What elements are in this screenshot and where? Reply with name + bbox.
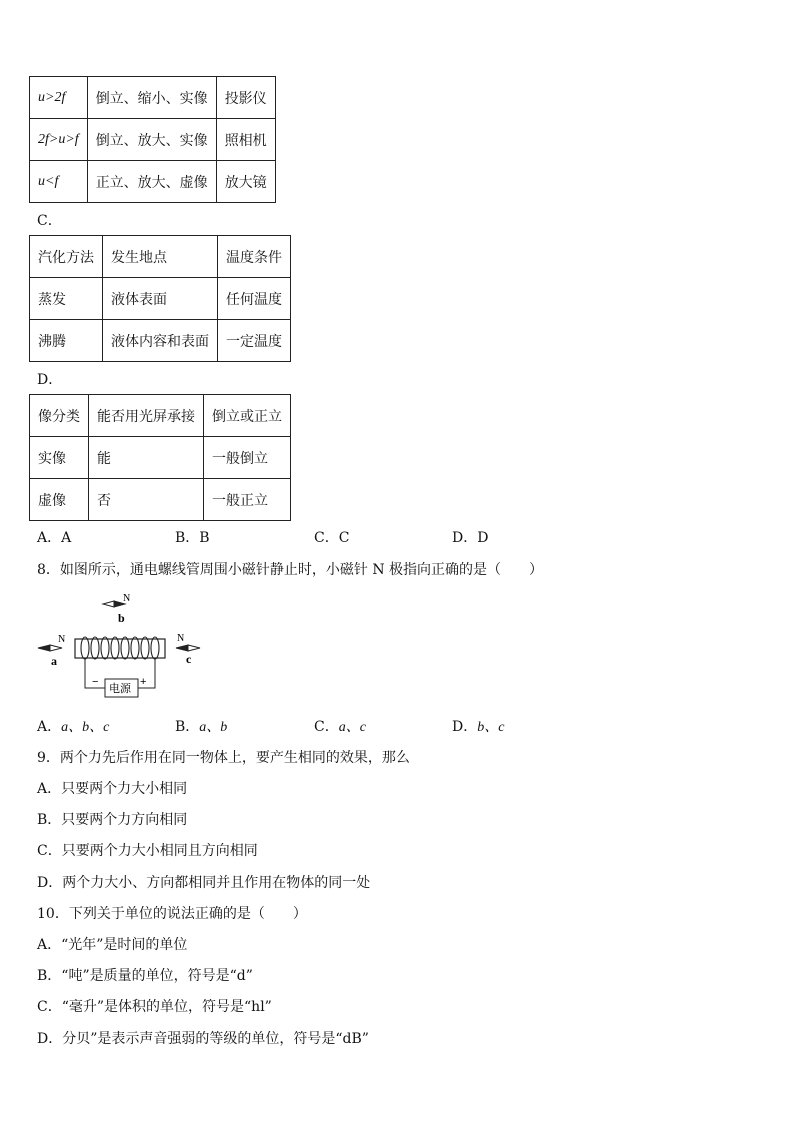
table-row xyxy=(30,161,276,203)
table-cell: 实像 xyxy=(30,437,89,479)
option-prefix: A． xyxy=(37,719,62,735)
label-c: c xyxy=(186,652,192,666)
q9-stem: 9．两个力先后作用在同一物体上，要产生相同的效果，那么 xyxy=(37,750,410,766)
q8-stem: 8．如图所示，通电螺线管周围小磁针静止时，小磁针 N 极指向正确的是（ ） xyxy=(37,562,544,578)
q8-option-b xyxy=(175,716,227,736)
table-cell: 沸腾 xyxy=(30,320,103,362)
table-row xyxy=(30,479,291,521)
q10-option-b: B．“吨”是质量的单位，符号是“d” xyxy=(37,968,253,984)
table-cell: 倒立、放大、实像 xyxy=(87,119,216,161)
table-cell: 液体内容和表面 xyxy=(103,320,218,362)
table-cell: 倒立或正立 xyxy=(204,395,291,437)
option-prefix: B． xyxy=(175,719,200,735)
table-cell: 一般正立 xyxy=(204,479,291,521)
label-n-b: N xyxy=(123,593,131,604)
label-n-a: N xyxy=(58,634,66,645)
plus-terminal: + xyxy=(140,676,147,688)
table-cell: 蒸发 xyxy=(30,278,103,320)
option-text: a、c xyxy=(338,720,366,735)
q9-option-c: C．只要两个力大小相同且方向相同 xyxy=(37,843,258,859)
option-d-label: D． xyxy=(37,372,63,388)
table-cell: 一般倒立 xyxy=(204,437,291,479)
table-cell: 任何温度 xyxy=(218,278,291,320)
q8-option-d xyxy=(452,716,504,736)
table-row xyxy=(30,320,291,362)
table-row xyxy=(30,77,276,119)
option-text: b、c xyxy=(477,720,505,735)
q10-option-d: D．分贝”是表示声音强弱的等级的单位，符号是“dB” xyxy=(37,1031,369,1047)
compass-needle-a xyxy=(38,645,62,651)
label-a: a xyxy=(51,654,57,668)
table-cell: 照相机 xyxy=(216,119,275,161)
table-cell: 正立、放大、虚像 xyxy=(87,161,216,203)
table-vaporization xyxy=(29,235,291,362)
table-cell: 放大镜 xyxy=(216,161,275,203)
q9-option-d: D．两个力大小、方向都相同并且作用在物体的同一处 xyxy=(37,875,371,891)
table-row xyxy=(30,395,291,437)
table-row xyxy=(30,236,291,278)
label-b: b xyxy=(118,611,125,625)
q10-option-c: C．“毫升”是体积的单位，符号是“hl” xyxy=(37,999,272,1015)
table-cell: 一定温度 xyxy=(218,320,291,362)
table-cell: 像分类 xyxy=(30,395,89,437)
table-cell: 虚像 xyxy=(30,479,89,521)
label-n-c: N xyxy=(177,633,185,644)
table-cell: 能 xyxy=(89,437,204,479)
table-row xyxy=(30,119,276,161)
compass-needle-c xyxy=(176,645,200,651)
table-cell: 发生地点 xyxy=(103,236,218,278)
power-source-label: 电源 xyxy=(109,682,131,695)
q7-option-c: C．C xyxy=(314,530,350,546)
table-cell: 否 xyxy=(89,479,204,521)
table-cell: 投影仪 xyxy=(216,77,275,119)
q7-option-d: D．D xyxy=(452,530,489,546)
solenoid-figure xyxy=(30,588,220,700)
table-cell: 汽化方法 xyxy=(30,236,103,278)
option-prefix: D． xyxy=(452,719,478,735)
q8-option-a xyxy=(37,716,109,736)
table-cell: u>2f xyxy=(30,77,88,119)
option-text: a、b xyxy=(199,720,228,735)
table-cell: 能否用光屏承接 xyxy=(89,395,204,437)
q9-option-b: B．只要两个力方向相同 xyxy=(37,812,188,828)
table-image-types xyxy=(29,394,291,521)
table-lens-imaging xyxy=(29,76,276,203)
option-text: a、b、c xyxy=(61,720,110,735)
table-cell: 温度条件 xyxy=(218,236,291,278)
q7-option-a: A．A xyxy=(37,530,72,546)
table-row xyxy=(30,437,291,479)
q9-option-a: A．只要两个力大小相同 xyxy=(37,781,188,797)
table-row xyxy=(30,278,291,320)
table-cell: u<f xyxy=(30,161,88,203)
option-prefix: C． xyxy=(314,719,339,735)
q10-stem: 10．下列关于单位的说法正确的是（ ） xyxy=(37,906,307,922)
compass-needle-b xyxy=(103,601,125,607)
table-cell: 2f>u>f xyxy=(30,119,88,161)
q10-option-a: A．“光年”是时间的单位 xyxy=(37,937,188,953)
table-cell: 倒立、缩小、实像 xyxy=(87,77,216,119)
table-cell: 液体表面 xyxy=(103,278,218,320)
q7-option-b: B．B xyxy=(175,530,210,546)
q8-option-c xyxy=(314,716,366,736)
option-c-label: C． xyxy=(37,213,62,229)
minus-terminal: − xyxy=(92,676,99,688)
